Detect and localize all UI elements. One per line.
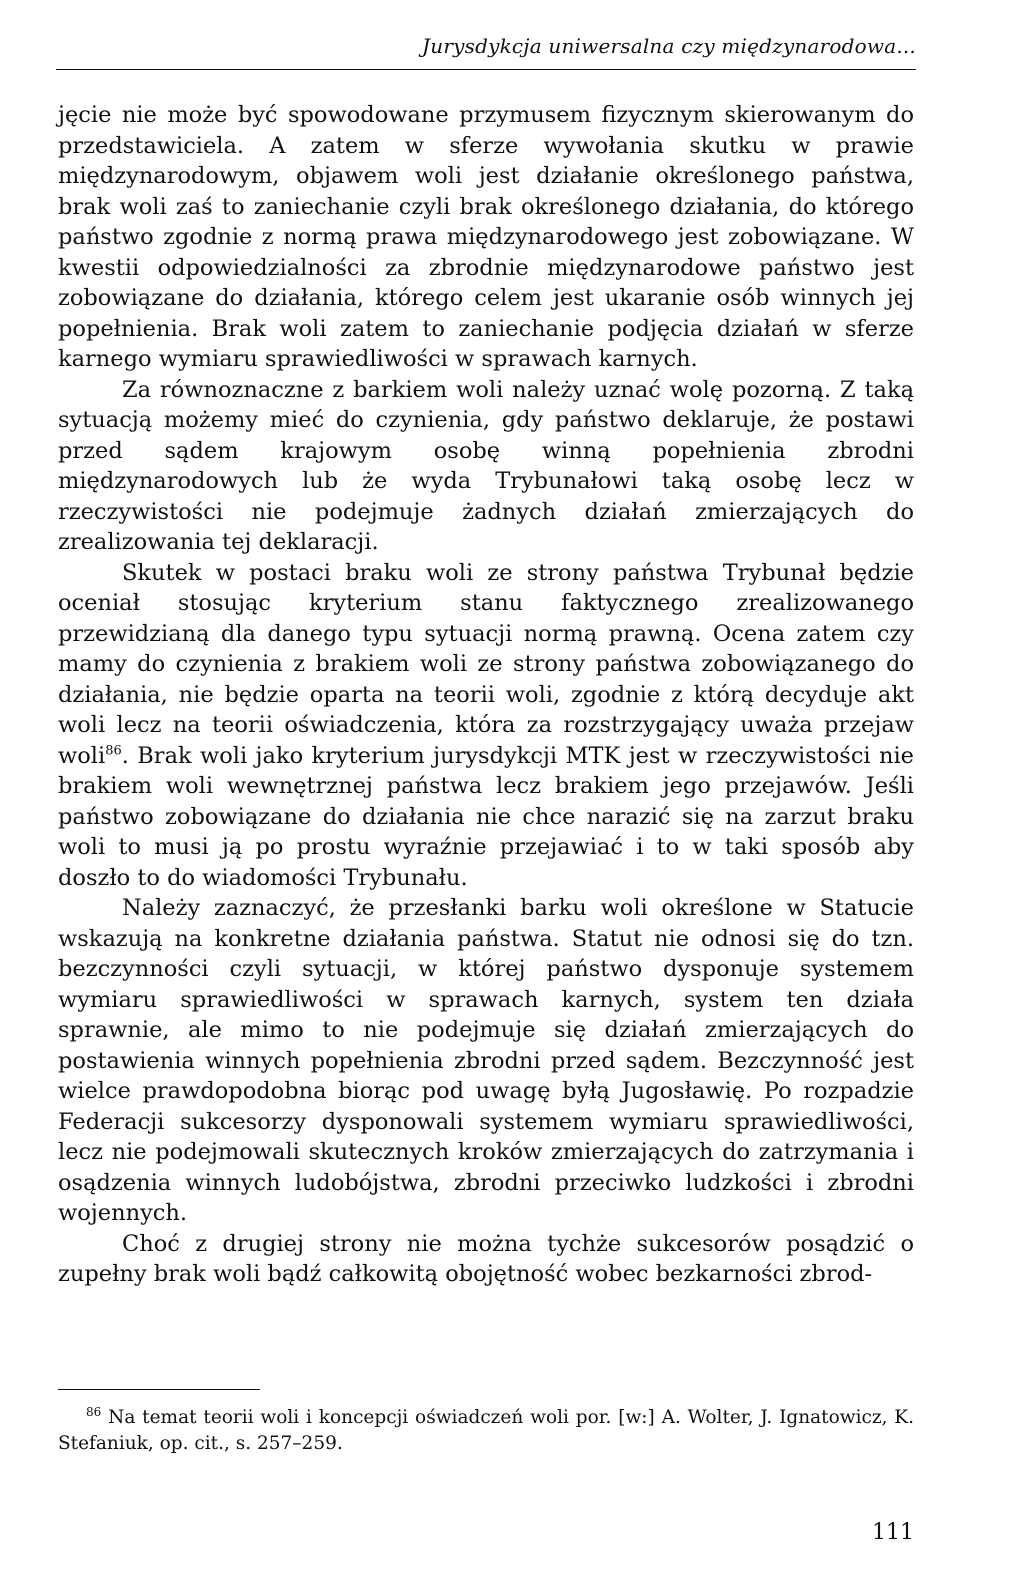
paragraph-5: Choć z drugiej strony nie można tychże sukcesorów posądzić o zupełny brak woli bądź całkowitą obojętność wobec bezkarności zbrod- bbox=[58, 1230, 914, 1287]
body-text bbox=[58, 100, 914, 1290]
paragraph-3-text-after-ref: . Brak woli jako kryterium jurysdykcji MTK jest w rzeczywistości nie brakiem woli wewnętrznej państwa lecz brakiem jego przejawów. Jeśli państwo zobowiązane do działania nie chce narazić się na zarzut braku woli to musi ją po prostu wyraźnie przejawiać i to w taki sposób aby doszło to do wiadomości Trybunału. bbox=[58, 742, 914, 891]
footnote-rule bbox=[58, 1389, 260, 1390]
page-number: 111 bbox=[872, 1520, 914, 1545]
header-rule bbox=[56, 69, 916, 70]
footnote-reference: 86 bbox=[105, 743, 122, 758]
paragraph-3-text-before-ref: Skutek w postaci braku woli ze strony państwa Trybunał będzie oceniał stosując kryterium stanu faktycznego zrealizowanego przewidzianą dla danego typu sytuacji normą prawną. Ocena zatem czy mamy do czynienia z brakiem woli ze strony państwa zobowiązanego do działania, nie będzie oparta na teorii woli, zgodnie z którą decyduje akt woli lecz na teorii oświadczenia, która za rozstrzygający uważa przejaw woli bbox=[58, 559, 914, 769]
footnote-text: Na temat teorii woli i koncepcji oświadczeń woli por. [w:] A. Wolter, J. Ignatowicz, K. Stefaniuk, op. cit., s. 257–259. bbox=[58, 1407, 915, 1454]
footnote bbox=[58, 1405, 914, 1457]
paragraph-4: Należy zaznaczyć, że przesłanki barku woli określone w Statucie wskazują na konkretne działania państwa. Statut nie odnosi się do tzn. bezczynności czyli sytuacji, w której państwo dysponuje systemem wymiaru sprawiedliwości w sprawach karnych, system ten działa sprawnie, ale mimo to nie podejmuje się działań zmierzających do postawienia winnych popełnienia zbrodni przed sądem. Bezczynność jest wielce prawdopodobna biorąc pod uwagę byłą Jugosławię. Po rozpadzie Federacji sukcesorzy dysponowali systemem wymiaru sprawiedliwości, lecz nie podejmowali skutecznych kroków zmierzających do zatrzymania i osądzenia winnych ludobójstwa, zbrodni przeciwko ludzkości i zbrodni wojennych. bbox=[58, 895, 914, 1226]
paragraph-1: jęcie nie może być spowodowane przymusem fizycznym skierowanym do przedstawiciela. A zatem w sferze wywołania skutku w prawie międzynarodowym, objawem woli jest działanie określonego państwa, brak woli zaś to zaniechanie czyli brak określonego działania, do którego państwo zgodnie z normą prawa międzynarodowego jest zobowiązane. W kwestii odpowiedzialności za zbrodnie międzynarodowe państwo jest zobowiązane do działania, którego celem jest ukaranie osób winnych jej popełnienia. Brak woli zatem to zaniechanie podjęcia działań w sferze karnego wymiaru sprawiedliwości w sprawach karnych. bbox=[58, 102, 914, 372]
running-header: Jurysdykcja uniwersalna czy międzynarodowa... bbox=[422, 34, 916, 58]
paragraph-3 bbox=[58, 558, 914, 894]
footnote-number: 86 bbox=[86, 1404, 102, 1419]
paragraph-2: Za równoznaczne z barkiem woli należy uznać wolę pozorną. Z taką sytuacją możemy mieć do czynienia, gdy państwo deklaruje, że postawi przed sądem krajowym osobę winną popełnienia zbrodni międzynarodowych lub że wyda Trybunałowi taką osobę lecz w rzeczywistości nie podejmuje żadnych działań zmierzających do zrealizowania tej deklaracji. bbox=[58, 376, 914, 555]
